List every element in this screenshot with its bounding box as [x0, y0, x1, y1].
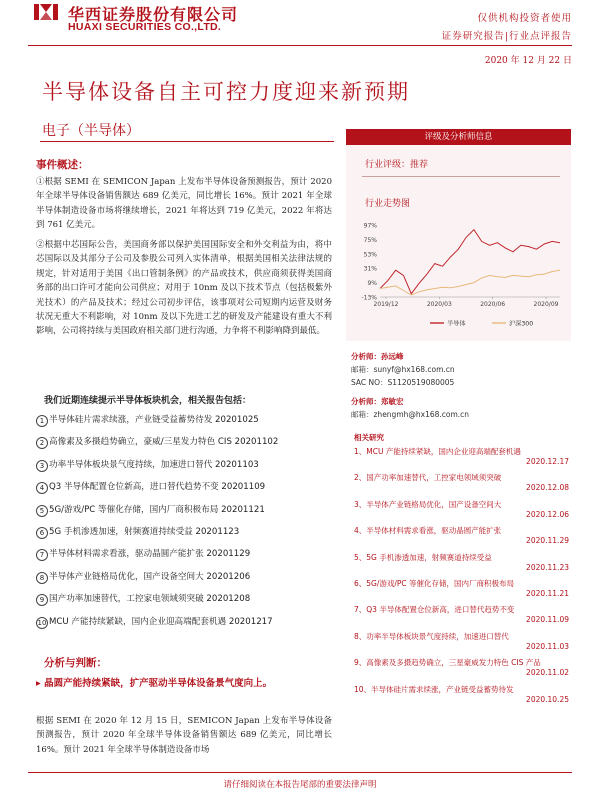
list-item[interactable]	[354, 525, 569, 551]
list-number: 5	[36, 505, 48, 517]
related-date: 2020.11.29	[526, 536, 569, 546]
summary-paragraph-2: ②根据中芯国际公告，美国商务部以保护美国国际安全和外交利益为由，将中芯国际以及其部分子公司及参股公司列入实体清单，根据美国相关法律法规的规定，针对适用于美国《出口管制条例》的产品或技术，供应商须获得美国商务部的出口许可才能向公司供应；对用于 10nm 及以下技术节点（包括极紫外光技术）的产品及技术；经过公司初步评估，该事项对公司短期内运营及财务状况无重大不利影响，对 10nm 及以下先进工艺的研发及产能建设有重大不利影响，公司将持续与美国政府相关部门进行沟通，力争将不利影响降到最低。	[36, 240, 332, 337]
chart-legend	[430, 320, 533, 328]
list-item-text: 半导体产业链格局优化，国产设备空间大 20201206	[49, 571, 251, 582]
list-item[interactable]	[354, 446, 569, 472]
list-item	[36, 570, 278, 592]
rating-divider	[362, 176, 560, 177]
list-item	[36, 592, 278, 614]
list-item[interactable]	[354, 472, 569, 498]
list-item-text: 国产功率加速替代，工控家电领域须突破 20201208	[49, 594, 251, 605]
y-tick-label: 31%	[363, 265, 377, 273]
analysis-subheading	[36, 676, 336, 692]
x-tick-label: 2020/09	[533, 301, 559, 308]
list-item	[36, 525, 278, 547]
list-item-text: 半导体材料需求看涨，驱动晶圆产能扩张 20201129	[49, 549, 251, 560]
analyst-1-email: 邮箱：sunyf@hx168.com.cn	[351, 365, 455, 374]
related-title: 8、功率半导体板块景气度持续，加速进口替代	[354, 631, 509, 641]
related-title: 5、5G 手机渗透加速，射频赛道持续受益	[354, 552, 492, 562]
y-axis	[361, 223, 560, 302]
related-research-heading: 相关研究	[354, 433, 384, 442]
y-tick-label: -13%	[361, 294, 377, 302]
list-number: 6	[36, 527, 48, 539]
list-item[interactable]	[354, 552, 569, 578]
analysis-subheading-text: 晶圆产能持续紧缺，扩产驱动半导体设备景气度向上。	[44, 678, 273, 689]
company-name-en: HUAXI SECURITIES CO.,LTD.	[68, 21, 222, 33]
analyst-1-name: 分析师：孙远峰	[351, 352, 404, 361]
audience-tag: 仅供机构投资者使用	[477, 13, 572, 24]
x-tick-label: 2020/06	[480, 301, 506, 308]
huaxi-logo-icon	[34, 2, 58, 22]
related-date: 2020.11.23	[526, 562, 569, 572]
report-date: 2020 年 12 月 22 日	[484, 56, 572, 66]
list-item-text: MCU 产能持续紧缺，国内企业迎高端配套机遇 20201217	[49, 616, 273, 627]
legal-notice: 请仔细阅读在本报告尾部的重要法律声明	[223, 780, 377, 790]
related-title: 4、半导体材料需求看涨，驱动晶圆产能扩张	[354, 526, 502, 536]
analyst-2	[351, 396, 469, 420]
list-number: 3	[36, 460, 48, 472]
related-title: 7、Q3 半导体配置仓位新高，进口替代趋势不变	[354, 605, 515, 615]
header-divider	[28, 45, 572, 46]
list-item	[36, 435, 278, 457]
related-date: 2020.11.21	[526, 588, 569, 598]
list-item-text: Q3 半导体配置仓位新高，进口替代趋势不变 20201109	[49, 482, 266, 493]
list-item[interactable]	[354, 604, 569, 630]
reports-heading: 我们近期连续提示半导体板块机会，相关报告包括：	[44, 396, 252, 406]
summary-heading: 事件概述：	[36, 159, 89, 171]
analysis-paragraph-1: 根据 SEMI 在 2020 年 12 月 15 日，SEMICON Japan 上发布半导体设备预测报告，预计 2020 年全球半导体设备销售额达 689 亿美元，同比增长 16%。预计 2021 年全球半导体制造设备市场	[36, 716, 332, 755]
industry-rating: 行业评级：推荐	[365, 160, 429, 170]
footer-divider	[28, 772, 572, 773]
list-item	[36, 615, 278, 637]
triangle-bullet-icon: ▸	[36, 678, 45, 689]
list-item-text: 高像素及多摄趋势确立，豪威/三星发力特色 CIS 20201102	[49, 437, 279, 448]
x-axis	[374, 297, 559, 308]
analyst-2-email: 邮箱：zhengmh@hx168.com.cn	[351, 410, 470, 419]
list-number: 10	[37, 618, 47, 627]
list-number: 8	[36, 572, 48, 584]
list-item-text: 功率半导体板块景气度持续，加速进口替代 20201103	[49, 459, 259, 470]
chart-series	[380, 230, 560, 295]
y-tick-label: 9%	[367, 280, 377, 288]
list-item	[36, 458, 278, 480]
report-title: 半导体设备自主可控力度迎来新预期	[42, 80, 410, 104]
related-date: 2020.11.02	[526, 668, 569, 678]
related-date: 2020.12.08	[526, 483, 569, 493]
sector-divider	[40, 141, 334, 142]
list-item	[36, 503, 278, 525]
list-item	[36, 480, 278, 502]
analyst-1	[351, 351, 455, 388]
trend-chart-label: 行业走势图	[365, 199, 411, 209]
rating-panel-header: 评级及分析师信息	[346, 129, 571, 145]
analyst-1-sac: SAC NO：S1120519080005	[351, 378, 455, 387]
related-research-list	[354, 446, 569, 710]
list-number: 7	[36, 549, 48, 561]
list-item[interactable]	[354, 631, 569, 657]
x-tick-label: 2020/03	[426, 301, 452, 308]
analyst-2-name: 分析师：郑敏宏	[351, 397, 404, 406]
related-date: 2020.11.03	[526, 641, 569, 651]
related-title: 6、5G/游戏/PC 等催化存储，国内厂商积极布局	[354, 578, 515, 588]
list-item-text: 半导体硅片需求续涨，产业链受益蓄势待发 20201025	[49, 415, 259, 425]
legend-label: 半导体	[447, 320, 466, 328]
related-title: 9、高像素及多摄趋势确立，三星豪威发力特色 CIS 产品	[354, 658, 541, 668]
list-item[interactable]	[354, 684, 569, 710]
list-item[interactable]	[354, 578, 569, 604]
legend-label: 沪深300	[509, 320, 534, 328]
y-tick-label: 97%	[363, 222, 377, 230]
related-title: 1、MCU 产能持续紧缺，国内企业迎高端配套机遇	[354, 447, 521, 456]
report-list	[36, 413, 278, 637]
list-item[interactable]	[354, 657, 569, 683]
list-item[interactable]	[354, 499, 569, 525]
list-number: 4	[36, 482, 48, 494]
related-title: 2、国产功率加速替代，工控家电领域须突破	[354, 473, 502, 483]
related-date: 2020.10.25	[526, 694, 569, 704]
list-item	[36, 547, 278, 569]
list-item	[36, 413, 278, 435]
summary-paragraph-1: ①根据 SEMI 在 SEMICON Japan 上发布半导体设备预测报告，预计 2020 年全球半导体设备销售额达 689 亿美元，同比增长 16%。预计 2021 年全球半导体制造设备市场将继续增长，2021 年将达到 719 亿美元，2022 年将达到 761 亿美元。	[36, 177, 332, 231]
company-name-cn: 华西证券股份有限公司	[68, 5, 239, 24]
y-tick-label: 75%	[363, 236, 377, 244]
analysis-heading: 分析与判断：	[44, 657, 107, 669]
industry-trend-chart	[350, 215, 568, 335]
related-title: 10、半导体硅片需求续涨，产业链受益蓄势待发	[354, 684, 514, 694]
list-item-text: 5G/游戏/PC 等催化存储，国内厂商积极布局 20201121	[49, 504, 265, 515]
list-number: 9	[36, 594, 48, 606]
related-date: 2020.11.09	[526, 615, 569, 625]
list-number: 1	[36, 415, 48, 427]
related-date: 2020.12.17	[526, 457, 569, 466]
sector-label: 电子（半导体）	[42, 123, 140, 139]
related-date: 2020.12.06	[526, 509, 569, 519]
report-type-tag: 证券研究报告|行业点评报告	[441, 31, 572, 42]
y-tick-label: 53%	[363, 251, 377, 259]
related-title: 3、半导体产业链格局优化，国产设备空间大	[354, 499, 502, 509]
list-item-text: 5G 手机渗透加速，射频赛道持续受益 20201123	[49, 526, 240, 537]
list-number: 2	[36, 437, 48, 449]
x-tick-label: 2019/12	[373, 301, 399, 308]
